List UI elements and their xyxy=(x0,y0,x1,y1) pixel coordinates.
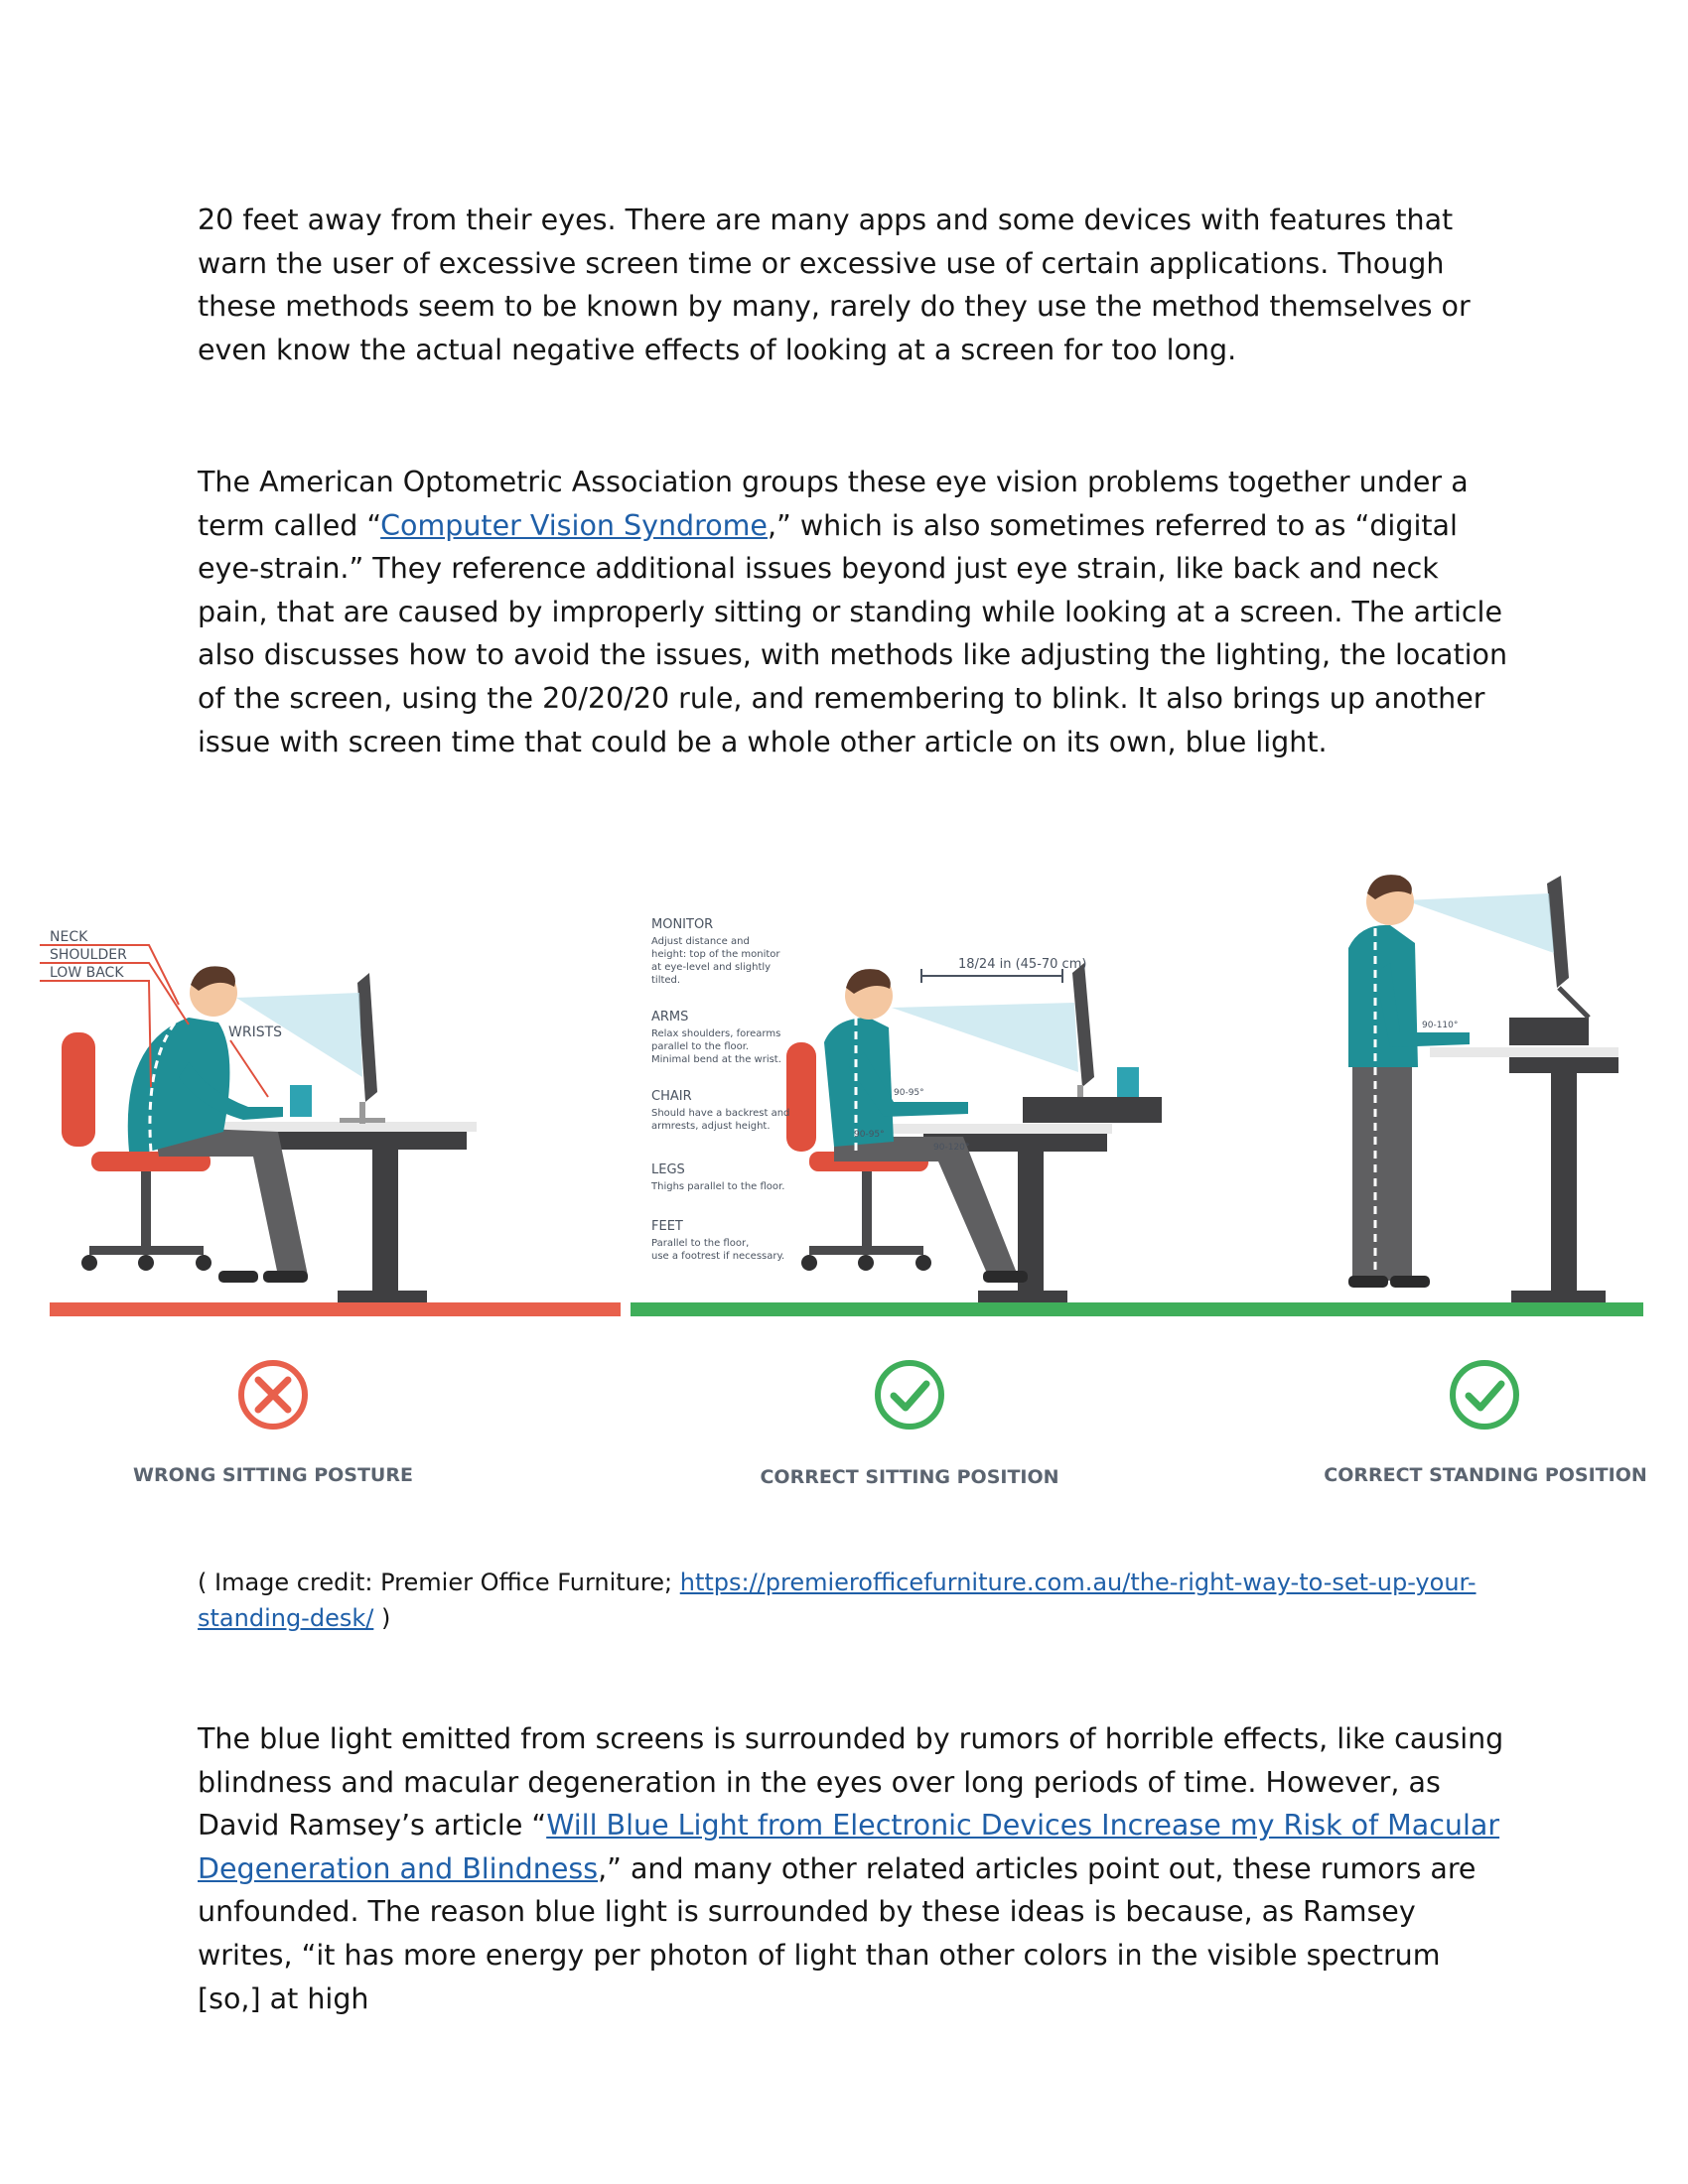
correct-floor-bar xyxy=(631,1302,1643,1316)
paragraph-text-start: The American Optometric Association groups these eye vision problems together under a term called “ xyxy=(198,466,1469,542)
wrong-floor-bar xyxy=(50,1302,621,1316)
wrong-x-icon xyxy=(241,1363,305,1427)
label-shoulder: SHOULDER xyxy=(50,947,127,963)
desk-leg xyxy=(372,1150,398,1298)
tip-text: Adjust distance and xyxy=(651,936,750,947)
tip-text: Parallel to the floor, xyxy=(651,1238,750,1249)
monitor-riser xyxy=(1509,1018,1589,1045)
sight-line xyxy=(892,1003,1078,1072)
tip-text: Should have a backrest and xyxy=(651,1108,790,1119)
label-neck: NECK xyxy=(50,929,88,945)
correct-sitting-caption: CORRECT SITTING POSITION xyxy=(760,1466,1059,1488)
tip-legs-title: LEGS xyxy=(651,1162,685,1177)
angle-knee: 90-120° xyxy=(933,1143,970,1153)
blue-light-article-link[interactable]: Will Blue Light from Electronic Devices Increase my Risk of Macular Degeneration and Blindness xyxy=(198,1809,1500,1885)
computer-vision-syndrome-link[interactable]: Computer Vision Syndrome xyxy=(380,508,768,542)
sight-line xyxy=(1405,893,1554,953)
correct-standing-check-icon xyxy=(1453,1363,1516,1427)
correct-sitting-check-icon xyxy=(878,1363,941,1427)
paragraph-blue-light xyxy=(198,1717,1508,2020)
credit-text: ( Image credit: Premier Office Furniture; xyxy=(198,1569,680,1596)
tip-text: at eye-level and slightly xyxy=(651,962,772,973)
monitor-base xyxy=(340,1118,385,1123)
tips-list xyxy=(650,917,789,1262)
angle-elbow: 90-95° xyxy=(894,1088,924,1098)
standing-desk-top xyxy=(1430,1047,1618,1057)
angle-hip: 90-95° xyxy=(854,1130,885,1140)
tip-text: armrests, adjust height. xyxy=(651,1121,771,1132)
desk-apron xyxy=(278,1132,467,1150)
arm xyxy=(1375,963,1470,1047)
paragraph-text-end: ,” and many other related articles point out, these rumors are unfounded. The reason blue light is surrounded by these ideas is because, as Ramsey writes, “it has more energy per photon of light than other colors in the visible spectrum [so,] at high xyxy=(198,1851,1477,2015)
monitor-riser xyxy=(1023,1097,1162,1123)
mug xyxy=(1117,1067,1139,1097)
wrong-posture-scene xyxy=(40,929,477,1302)
posture-infographic xyxy=(40,854,1648,1509)
angle-elbow-standing: 90-110° xyxy=(1422,1021,1459,1030)
wrong-caption: WRONG SITTING POSTURE xyxy=(133,1464,413,1486)
tip-text: height: top of the monitor xyxy=(651,949,780,960)
torso xyxy=(824,1018,894,1147)
chair-back xyxy=(786,1042,816,1152)
tip-arms-title: ARMS xyxy=(651,1010,689,1024)
legs xyxy=(1352,1062,1412,1281)
torso xyxy=(128,1018,230,1152)
desk-foot xyxy=(338,1291,427,1302)
correct-standing-caption: CORRECT STANDING POSITION xyxy=(1324,1464,1647,1486)
tip-text: use a footrest if necessary. xyxy=(651,1251,785,1262)
paragraph-text: 20 feet away from their eyes. There are many apps and some devices with features that warn the user of excessive screen time or excessive use of certain applications. Though these methods seem to be known by many, rarely do they use the method themselves or even know the actual negative effects of looking at a screen for too long. xyxy=(198,204,1471,366)
chair-back xyxy=(62,1032,95,1147)
desk-foot xyxy=(978,1291,1067,1302)
tip-text: Thighs parallel to the floor. xyxy=(651,1181,785,1192)
desk-leg xyxy=(1551,1073,1577,1297)
paragraph-text-end: ,” which is also sometimes referred to as “digital eye-strain.” They reference additional issues beyond just eye strain, like back and neck pain, that are caused by improperly sitting or standing while looking at a screen. The article also discusses how to avoid the issues, with methods like adjusting the lighting, the location of the screen, using the 20/20/20 rule, and remembering to blink. It also brings up another issue with screen time that could be a whole other article on its own, blue light. xyxy=(198,508,1508,758)
paragraph-screen-time xyxy=(198,199,1508,371)
label-wrists: WRISTS xyxy=(228,1024,283,1040)
tip-text: Relax shoulders, forearms xyxy=(651,1028,781,1039)
correct-sitting-scene xyxy=(650,917,1162,1302)
tip-text: Minimal bend at the wrist. xyxy=(651,1054,781,1065)
image-credit xyxy=(198,1565,1488,1636)
tip-chair-title: CHAIR xyxy=(651,1089,692,1104)
distance-label: 18/24 in (45-70 cm) xyxy=(958,957,1087,972)
correct-standing-scene xyxy=(1348,875,1618,1302)
desk-top xyxy=(218,1122,477,1132)
chair-base xyxy=(89,1246,204,1255)
tip-monitor-title: MONITOR xyxy=(651,917,714,932)
credit-link[interactable]: https://premierofficefurniture.com.au/the-right-way-to-set-up-your-standing-desk/ xyxy=(198,1569,1477,1632)
tip-feet-title: FEET xyxy=(651,1219,683,1234)
paragraph-text-start: The blue light emitted from screens is surrounded by rumors of horrible effects, like causing blindness and macular degeneration in the eyes over long periods of time. However, as David Ramsey’s article “ xyxy=(198,1722,1504,1843)
mug xyxy=(290,1085,312,1117)
tip-text: parallel to the floor. xyxy=(651,1041,750,1052)
label-low-back: LOW BACK xyxy=(50,965,124,981)
chair-post xyxy=(141,1171,151,1251)
tip-text: tilted. xyxy=(651,975,681,986)
paragraph-computer-vision-syndrome xyxy=(198,461,1508,763)
credit-text-end: ) xyxy=(373,1604,391,1632)
